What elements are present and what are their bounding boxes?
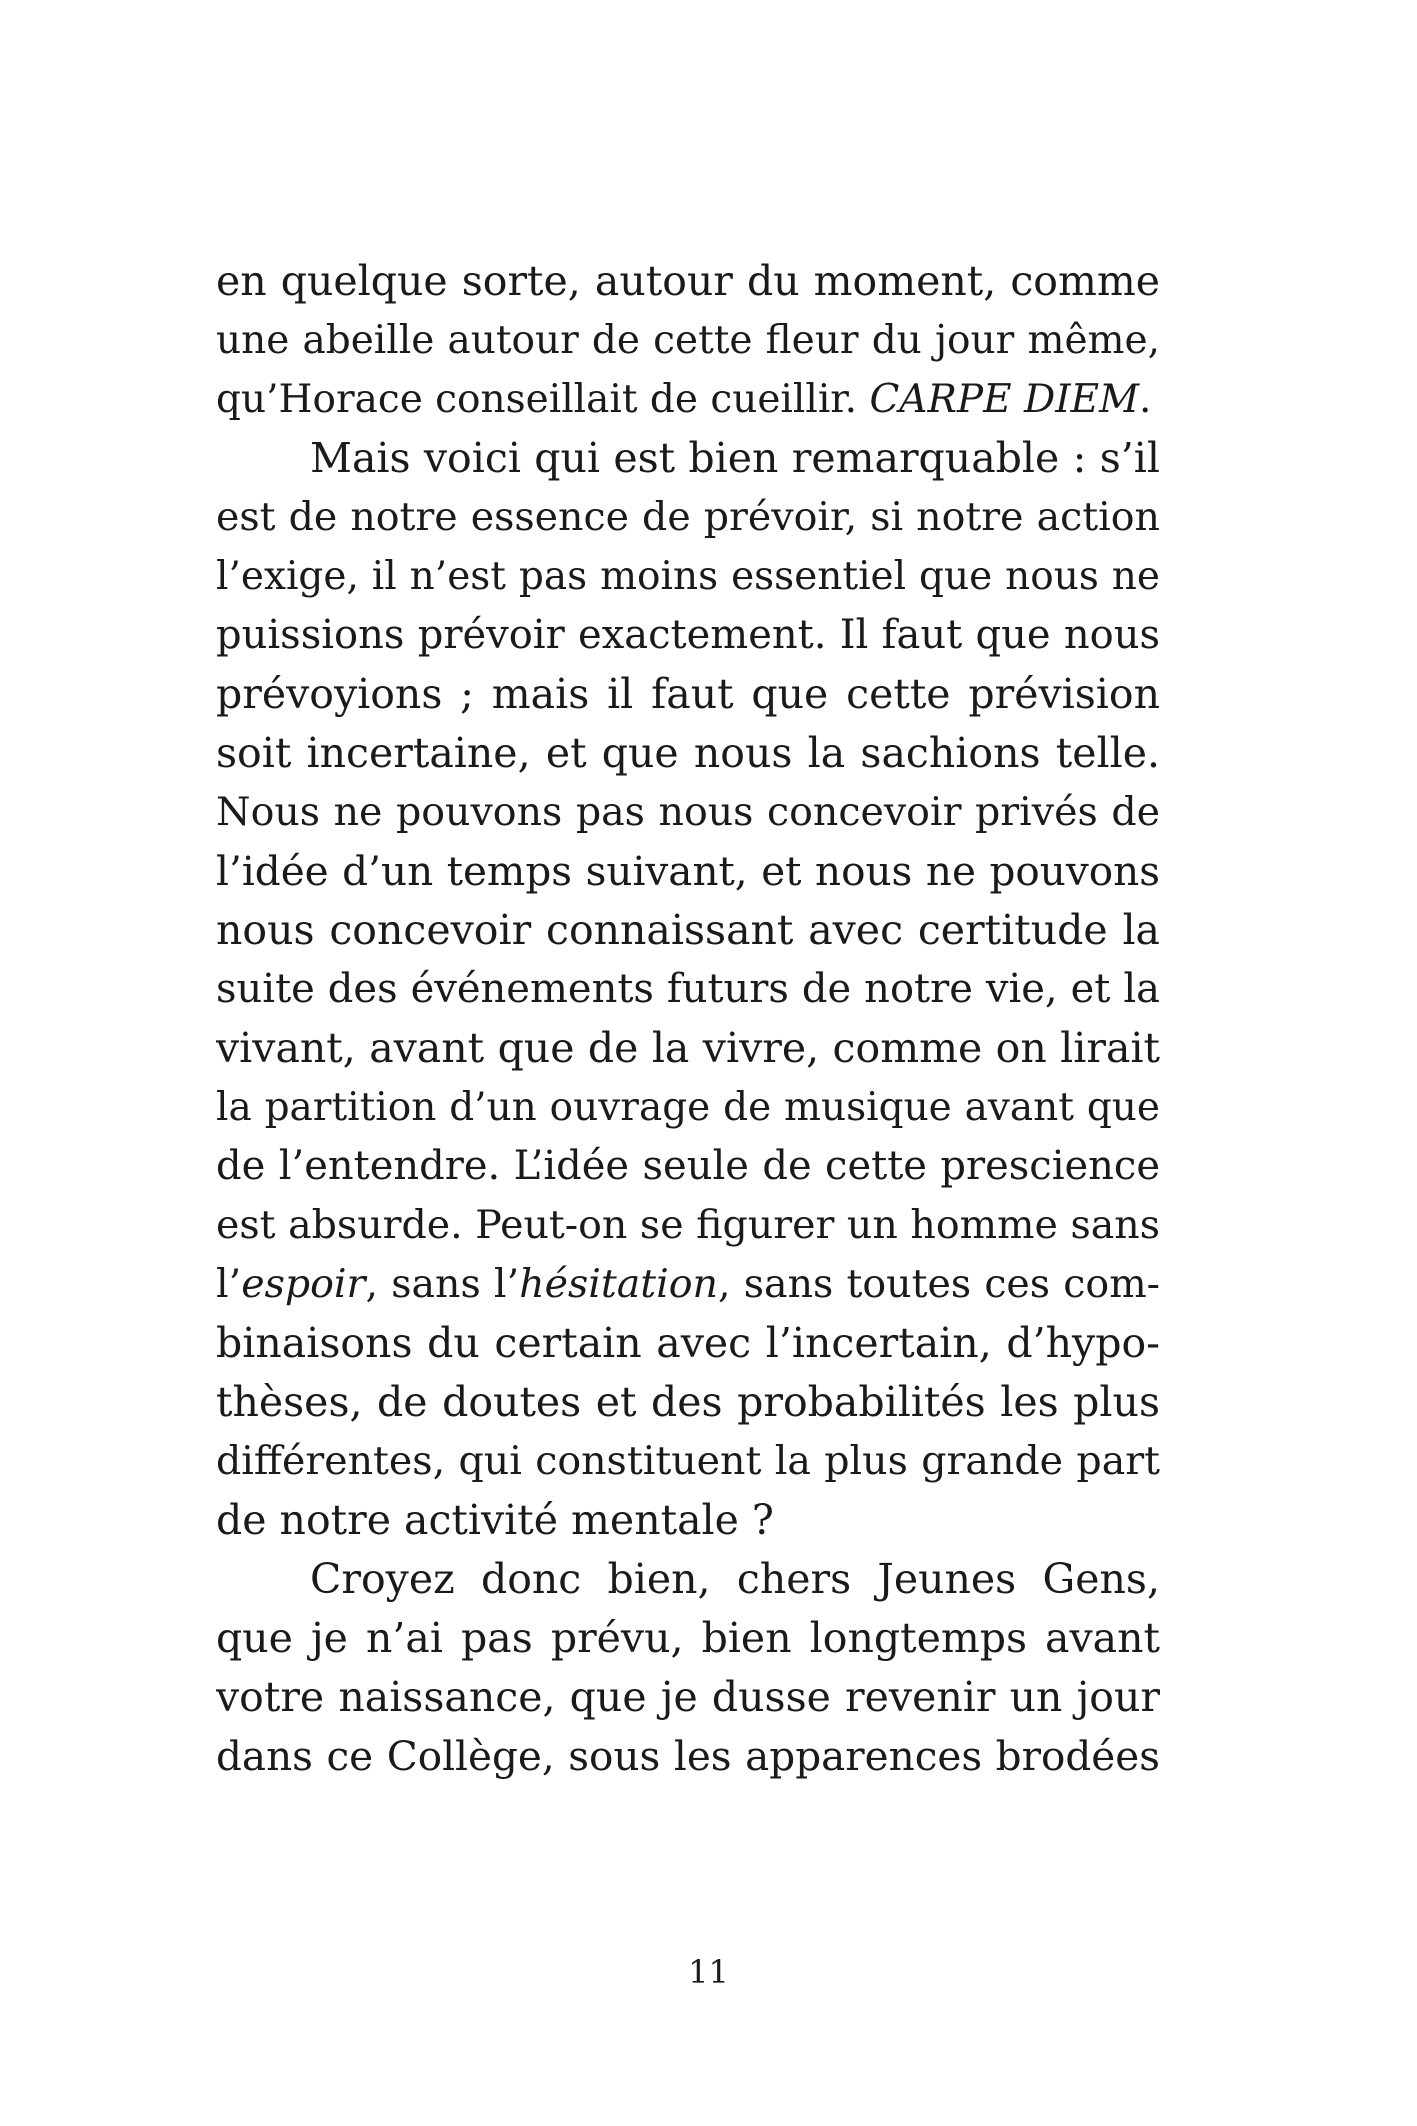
text-line: de notre activité mentale ? xyxy=(216,1496,774,1544)
text-line: est absurde. Peut-on se figurer un homme sans xyxy=(216,1202,1160,1248)
italic-fragment: hésitation xyxy=(519,1261,718,1307)
text-line: dans ce Collège, sous les apparences brodées xyxy=(216,1732,1160,1780)
text-line: thèses, de doutes et des probabilités les plus xyxy=(216,1378,1160,1426)
text-fragment: . xyxy=(1139,377,1152,422)
text-fragment: , sans toutes ces com- xyxy=(718,1261,1160,1307)
text-line: la partition d’un ouvrage de musique avant que xyxy=(216,1085,1160,1130)
text-line xyxy=(216,370,1160,429)
text-fragment: qu’Horace conseillait de cueillir. xyxy=(216,377,870,422)
body-text xyxy=(216,252,1160,1786)
text-line: l’exige, il n’est pas moins essentiel que nous ne xyxy=(216,554,1160,599)
text-line xyxy=(216,1255,1160,1314)
text-line: votre naissance, que je dusse revenir un jour xyxy=(216,1673,1160,1721)
text-line: binaisons du certain avec l’incertain, d’hypo- xyxy=(216,1319,1160,1367)
text-line: Nous ne pouvons pas nous concevoir privés de xyxy=(216,789,1160,835)
italic-fragment: espoir xyxy=(241,1261,366,1307)
text-line: Croyez donc bien, chers Jeunes Gens, xyxy=(310,1555,1160,1603)
text-line: puissions prévoir exactement. Il faut que nous xyxy=(216,612,1160,658)
text-line: en quelque sorte, autour du moment, comme xyxy=(216,257,1160,305)
text-line: suite des événements futurs de notre vie, et la xyxy=(216,966,1160,1012)
text-line: est de notre essence de prévoir, si notre action xyxy=(216,494,1160,540)
text-line: prévoyions ; mais il faut que cette prévision xyxy=(216,670,1160,718)
text-fragment: l’ xyxy=(216,1261,242,1307)
text-line: l’idée d’un temps suivant, et nous ne pouvons xyxy=(216,847,1160,895)
text-line: que je n’ai pas prévu, bien longtemps avant xyxy=(216,1614,1160,1662)
text-line: soit incertaine, et que nous la sachions telle. xyxy=(216,729,1160,777)
text-line: une abeille autour de cette fleur du jour même, xyxy=(216,318,1160,363)
text-fragment: , sans l’ xyxy=(365,1261,520,1307)
text-line: de l’entendre. L’idée seule de cette prescience xyxy=(216,1143,1160,1189)
text-line: Mais voici qui est bien remarquable : s’il xyxy=(310,434,1160,482)
page-number: 11 xyxy=(688,1953,729,1991)
text-line: différentes, qui constituent la plus grande part xyxy=(216,1438,1160,1484)
text-line: vivant, avant que de la vivre, comme on lirait xyxy=(216,1024,1160,1072)
text-line: nous concevoir connaissant avec certitude la xyxy=(216,906,1160,954)
italic-fragment: CARPE DIEM xyxy=(869,377,1140,422)
